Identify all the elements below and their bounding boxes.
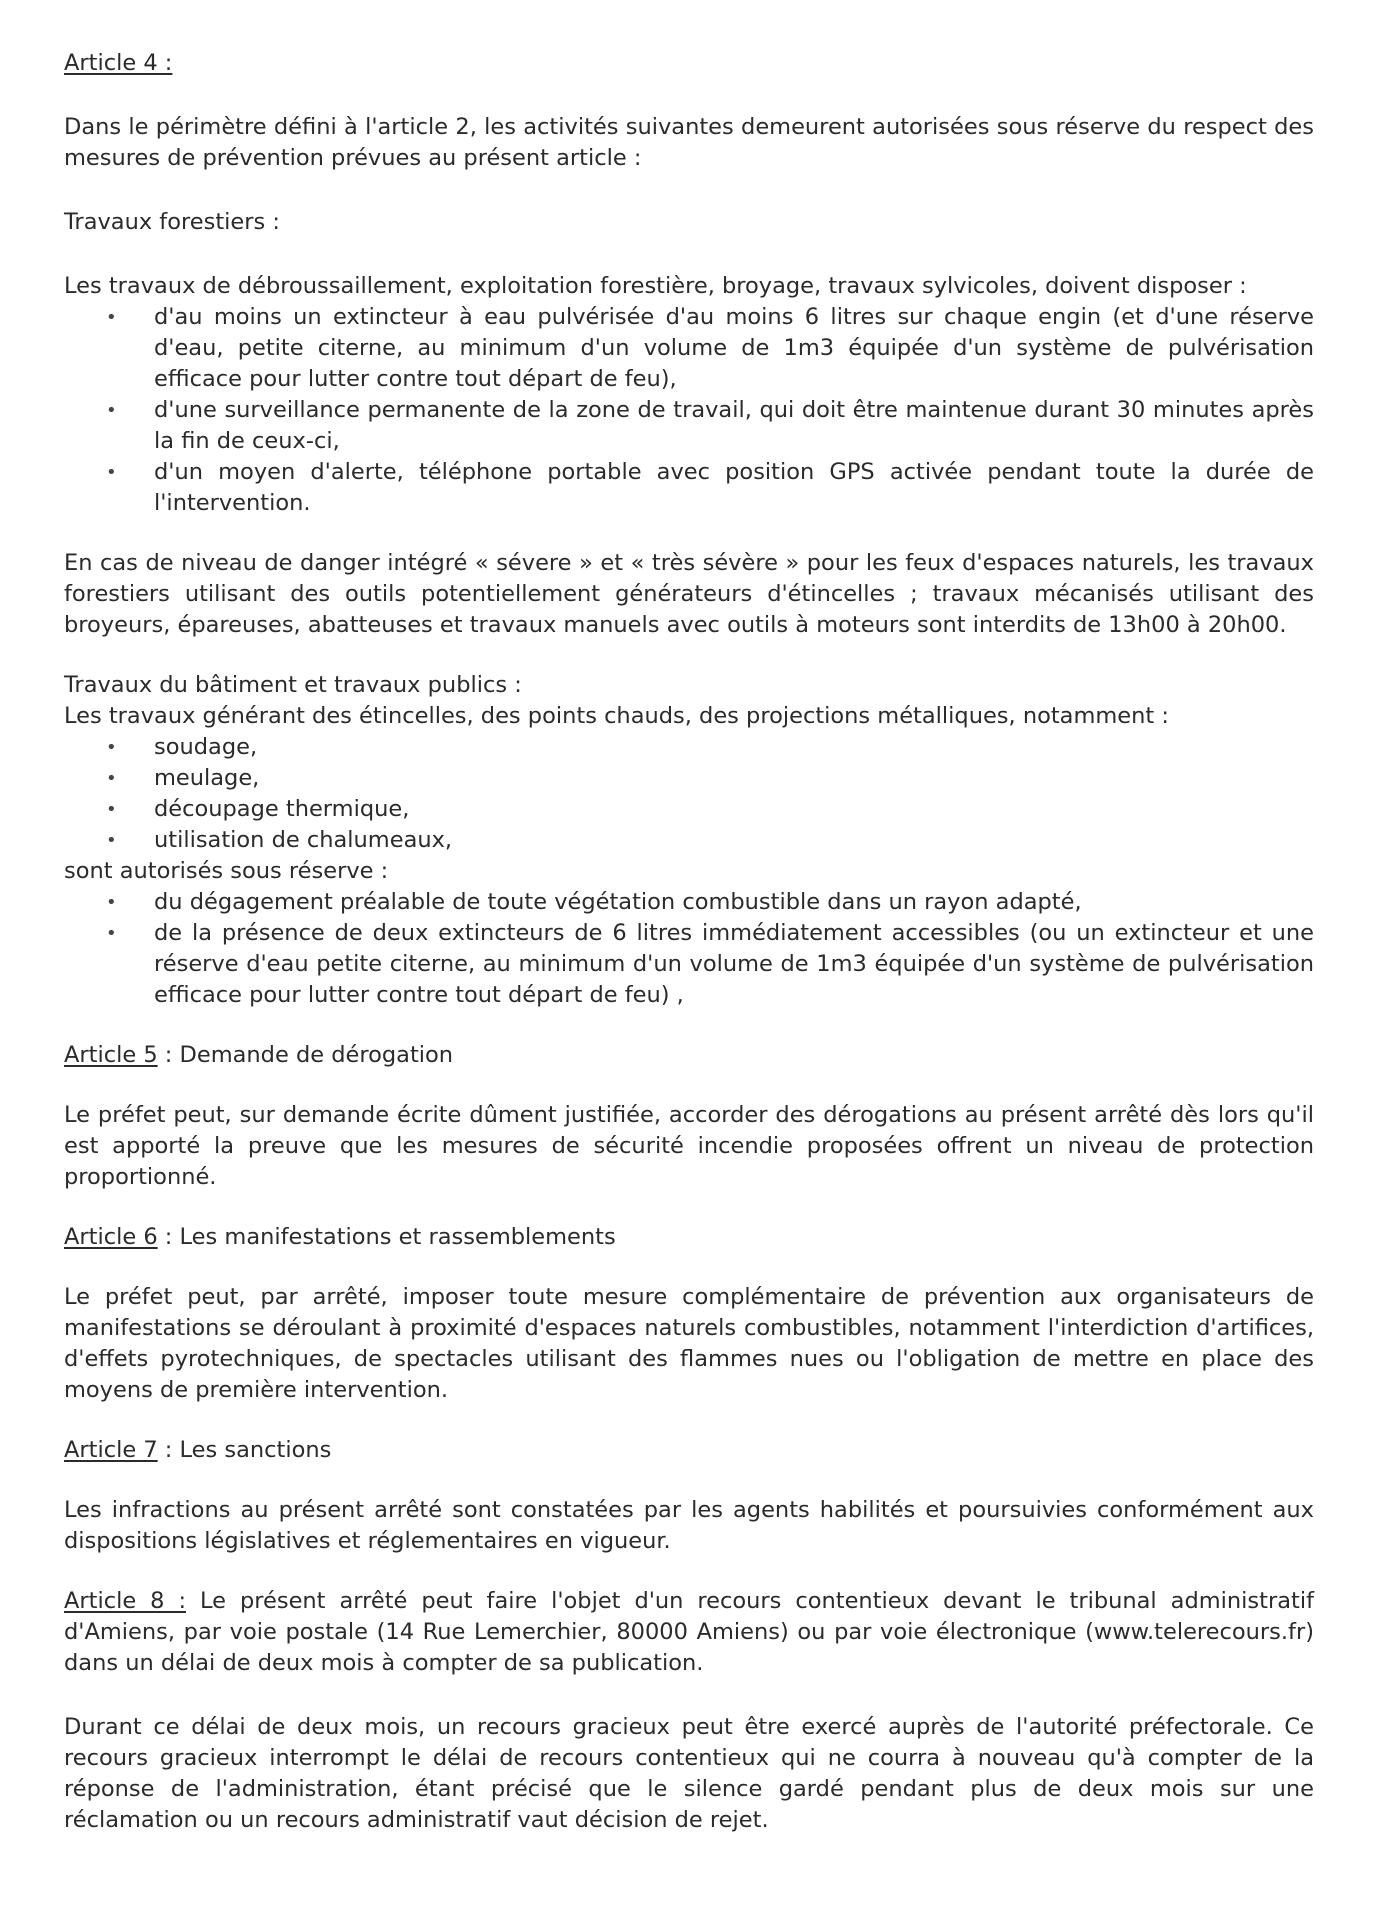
article-8-text <box>64 1586 1314 1679</box>
article-7-text: Les infractions au présent arrêté sont constatées par les agents habilités et poursuivies conformément aux dispositions législatives et réglementaires en vigueur. <box>64 1497 1314 1554</box>
article-5-title: : Demande de dérogation <box>157 1042 454 1068</box>
article-6-label: Article 6 <box>64 1224 158 1250</box>
travaux-btp-intro: Les travaux générant des étincelles, des points chauds, des projections métalliques, notamment : <box>64 703 1169 729</box>
list-item: • du dégagement préalable de toute végétation combustible dans un rayon adapté, <box>64 887 1314 918</box>
article-7-heading <box>64 1435 1314 1466</box>
list-item: • utilisation de chalumeaux, <box>64 825 1314 856</box>
danger-paragraph: En cas de niveau de danger intégré « sévere » et « très sévère » pour les feux d'espaces naturels, les travaux forestiers utilisant des outils potentiellement générateurs d'étincelles ; travaux mécanisés utilisant des broyeurs, épareuses, abatteuses et travaux manuels avec outils à moteurs sont interdits de 13h00 à 20h00. <box>64 550 1314 638</box>
travaux-btp-condition: sont autorisés sous réserve : <box>64 858 389 884</box>
travaux-forestiers-list <box>64 302 1314 519</box>
article-8-label: Article 8 : <box>64 1588 187 1614</box>
list-item: • d'une surveillance permanente de la zone de travail, qui doit être maintenue durant 30 minutes après la fin de ceux-ci, <box>64 395 1314 457</box>
travaux-btp-heading: Travaux du bâtiment et travaux publics : <box>64 672 522 698</box>
list-item: • d'au moins un extincteur à eau pulvérisée d'au moins 6 litres sur chaque engin (et d'une réserve d'eau, petite citerne, au minimum d'un volume de 1m3 équipée d'un système de pulvérisation efficace pour lutter contre tout départ de feu), <box>64 302 1314 395</box>
travaux-btp-list <box>64 732 1314 856</box>
article-6-title: : Les manifestations et rassemblements <box>157 1224 616 1250</box>
list-item: • de la présence de deux extincteurs de 6 litres immédiatement accessibles (ou un extincteur et une réserve d'eau petite citerne, au minimum d'un volume de 1m3 équipée d'un système de pulvérisation efficace pour lutter contre tout départ de feu) , <box>64 918 1314 1011</box>
article-8-body: Le présent arrêté peut faire l'objet d'un recours contentieux devant le tribunal administratif d'Amiens, par voie postale (14 Rue Lemerchier, 80000 Amiens) ou par voie électronique (www.telerecours.fr) dans un délai de deux mois à compter de sa publication. <box>64 1588 1314 1676</box>
article-4-label: Article 4 : <box>64 50 173 76</box>
travaux-forestiers-heading: Travaux forestiers : <box>64 209 280 235</box>
article-4-intro: Dans le périmètre défini à l'article 2, les activités suivantes demeurent autorisées sous réserve du respect des mesures de prévention prévues au présent article : <box>64 114 1314 171</box>
article-5-label: Article 5 <box>64 1042 158 1068</box>
article-6-text: Le préfet peut, par arrêté, imposer toute mesure complémentaire de prévention aux organisateurs de manifestations se déroulant à proximité d'espaces naturels combustibles, notamment l'interdiction d'artifices, d'effets pyrotechniques, de spectacles utilisant des flammes nues ou l'obligation de mettre en place des moyens de première intervention. <box>64 1284 1314 1403</box>
article-5-heading <box>64 1040 1314 1071</box>
list-item: • découpage thermique, <box>64 794 1314 825</box>
article-7-title: : Les sanctions <box>157 1437 332 1463</box>
recours-gracieux-paragraph: Durant ce délai de deux mois, un recours gracieux peut être exercé auprès de l'autorité préfectorale. Ce recours gracieux interrompt le délai de recours contentieux qui ne courra à nouveau qu'à compter de la réponse de l'administration, étant précisé que le silence gardé pendant plus de deux mois sur une réclamation ou un recours administratif vaut décision de rejet. <box>64 1714 1314 1833</box>
article-5-text: Le préfet peut, sur demande écrite dûment justifiée, accorder des dérogations au présent arrêté dès lors qu'il est apporté la preuve que les mesures de sécurité incendie proposées offrent un niveau de protection proportionné. <box>64 1102 1314 1190</box>
list-item: • soudage, <box>64 732 1314 763</box>
travaux-btp-conditions <box>64 887 1314 1011</box>
list-item: • d'un moyen d'alerte, téléphone portable avec position GPS activée pendant toute la durée de l'intervention. <box>64 457 1314 519</box>
article-6-heading <box>64 1222 1314 1253</box>
list-item: • meulage, <box>64 763 1314 794</box>
article-7-label: Article 7 <box>64 1437 158 1463</box>
travaux-forestiers-intro: Les travaux de débroussaillement, exploitation forestière, broyage, travaux sylvicoles, doivent disposer : <box>64 273 1247 299</box>
article-4-heading <box>64 48 1314 79</box>
